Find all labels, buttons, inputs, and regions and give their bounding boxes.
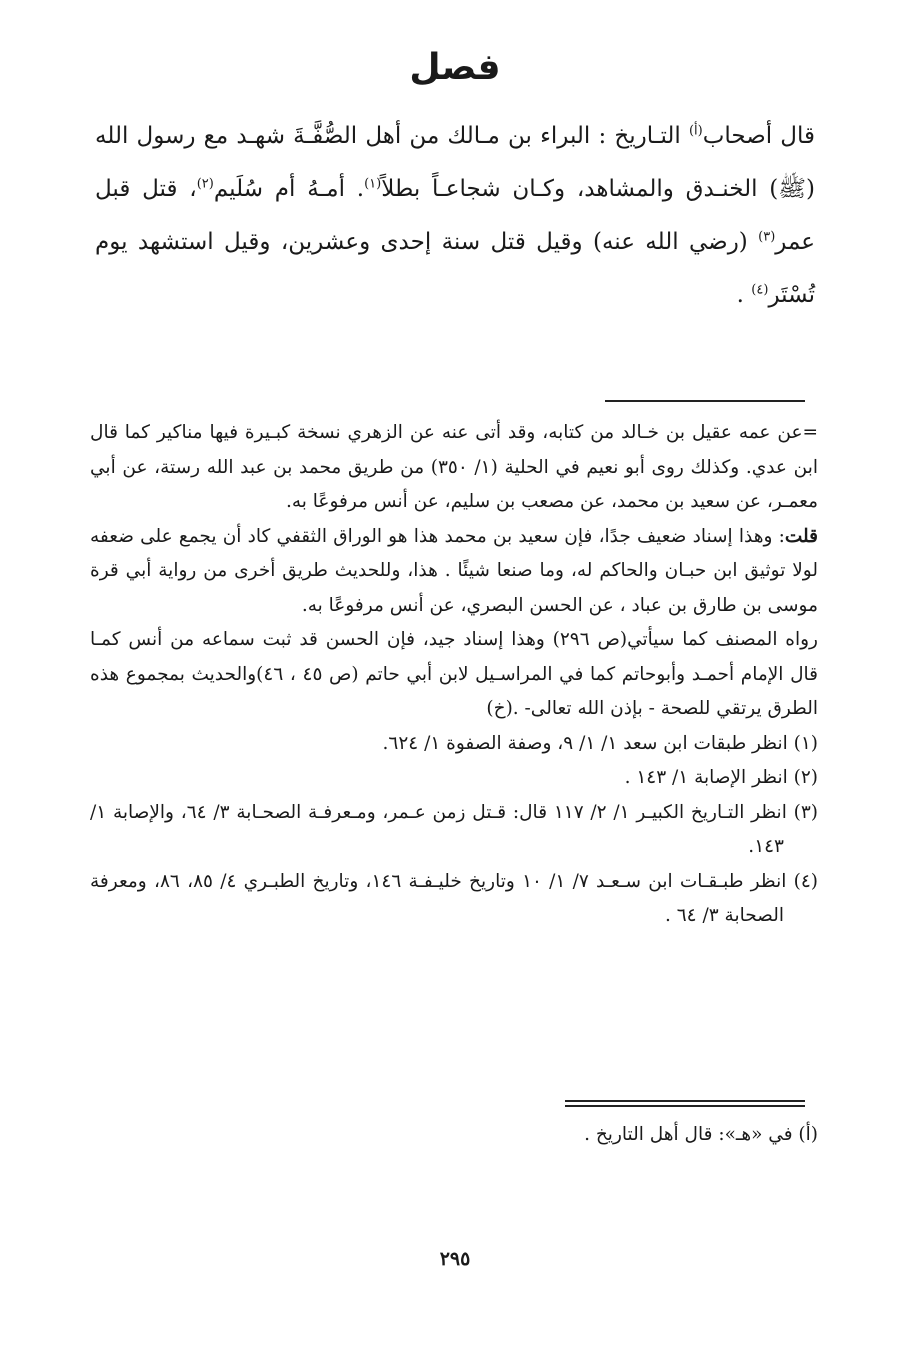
footnote-ref-4[interactable]: (٤) (751, 282, 769, 298)
variant-note: (أ) في «هـ»: قال أهل التاريخ . (584, 1124, 818, 1145)
footnotes-section (90, 416, 818, 934)
footnote-item-2: (٢) انظر الإصابة ١/ ١٤٣ . (624, 767, 818, 788)
main-text-segment: قال أصحاب (702, 123, 815, 149)
main-text-segment: ، قتل قبل عمر (95, 176, 815, 255)
footnote-ref-2[interactable]: (٢) (196, 176, 214, 192)
main-paragraph (95, 110, 815, 322)
main-paragraph-text (95, 110, 815, 322)
variant-ref-marker[interactable]: (أ) (688, 123, 703, 139)
footnote-item-1: (١) انظر طبقات ابن سعد ١/ ١/ ٩، وصفة الصفوة ١/ ٦٢٤. (382, 732, 818, 754)
footnote-ref-3[interactable]: (٣) (758, 229, 776, 245)
main-text-segment: . (736, 282, 752, 308)
main-text-segment: . أمـهُ أم سُلَيم (213, 176, 365, 202)
main-text-segment: (رضي الله عنه) وقيل قتل سنة إحدى وعشرين، وقيل استشهد يوم تُسْتَر (95, 229, 815, 308)
footnote-comment (90, 520, 818, 624)
footnote-continuation: =عن عمه عقيل بن خـالد من كتابه، وقد أتى عنه عن الزهري نسخة كبـيرة فيها مناكير كما قال ابن عدي. وكذلك روى أبو نعيم في الحلية (١/ ٣٥٠) من طريق محمد بن عبد الله رستة، عن أبي معمـر، عن سعيد بن محمد، عن مصعب بن سليم، عن أنس مرفوعًا به. (90, 422, 818, 512)
page-number: ٢٩٥ (439, 1248, 471, 1270)
footnote-item-4: (٤) انظر طبـقـات ابن سـعـد ٧/ ١/ ١٠ وتاريخ خليـفـة ١٤٦، وتاريخ الطبـري ٤/ ٨٥، ٨٦، ومعرفة الصحابة ٣/ ٦٤ . (90, 870, 818, 926)
footnote-item-3: (٣) انظر التـاريخ الكبيـر ١/ ٢/ ١١٧ قال: قـتل زمن عـمر، ومـعرفـة الصحـابة ٣/ ٦٤، والإصابة ١/ ١٤٣. (90, 801, 818, 857)
section-heading: فصل (409, 47, 501, 88)
footnote-narration: رواه المصنف كما سيأتي(ص ٢٩٦) وهذا إسناد جيد، فإن الحسن قد ثبت سماعه من أنس كمـا قال الإمام أحمـد وأبوحاتم كما في المراسـيل لابن أبي حاتم (ص ٤٥ ، ٤٦)والحديث بمجموع هذه الطرق يرتقي للصحة - بإذن الله تعالى- .(خ) (90, 629, 818, 719)
variant-separator (565, 1100, 805, 1107)
qult-text: : وهذا إسناد ضعيف جدًا، فإن سعيد بن محمد هذا هو الوراق الثقفي كاد أن يجمع على ضعفه لولا توثيق ابن حبـان والحاكم له، وما صنعا شيئًا . هذا، وللحديث طريق أخرى من رواية أبي قرة موسى بن طارق بن عباد ، عن الحسن البصري، عن أنس مرفوعًا به. (90, 525, 818, 616)
footnote-separator (605, 400, 805, 402)
main-text-segment: التـاريخ : البراء بن مـالك من أهل الصُّفَّـةَ شهـد مع رسول الله (ﷺ) الخنـدق والمشاهد، وكـان شجاعـاً بطلاً (95, 123, 815, 202)
footnote-ref-1[interactable]: (١) (364, 176, 382, 192)
qult-label: قلت (784, 525, 818, 547)
